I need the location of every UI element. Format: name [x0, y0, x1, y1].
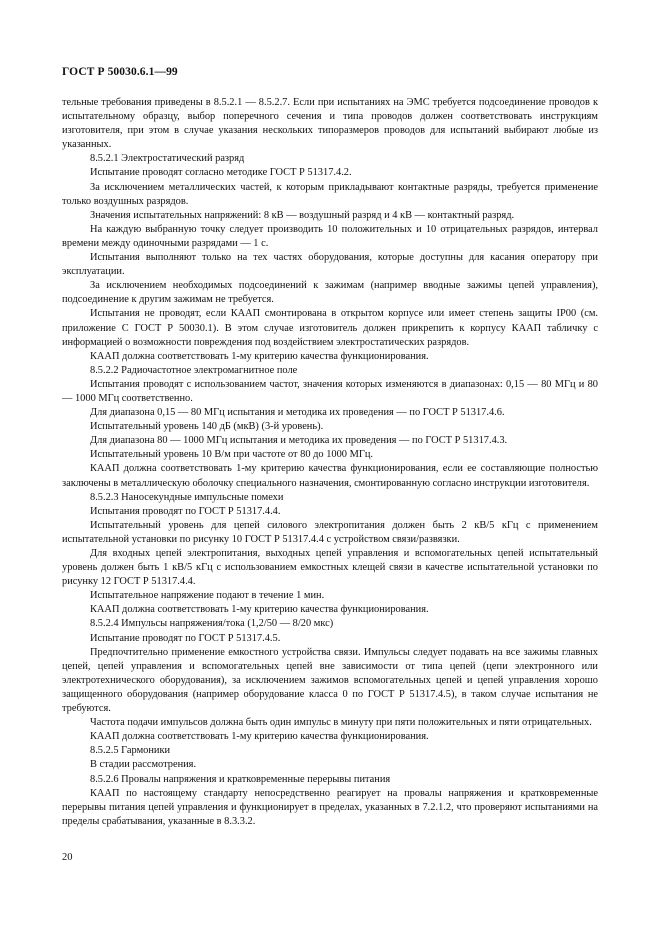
- paragraph: За исключением металлических частей, к которым прикладывают контактные разряды, требуется применение только воздушных разрядов.: [62, 181, 598, 207]
- paragraph: Испытательный уровень для цепей силового электропитания должен быть 2 кВ/5 кГц с применением испытательной установки по рисунку 10 ГОСТ Р 51317.4.4 с устройством связи/развязки.: [62, 519, 598, 545]
- paragraph: Испытательный уровень 10 В/м при частоте от 80 до 1000 МГц.: [90, 449, 373, 461]
- paragraph: В стадии рассмотрения.: [90, 759, 197, 771]
- paragraph: 8.5.2.4 Импульсы напряжения/тока (1,2/50 — 8/20 мкс): [90, 618, 334, 630]
- paragraph: Испытание проводят согласно методике ГОСТ Р 51317.4.2.: [90, 167, 352, 179]
- paragraph: 8.5.2.1 Электростатический разряд: [90, 153, 245, 165]
- paragraph: Для входных цепей электропитания, выходных цепей управления и вспомогательных цепей испытательный уровень должен быть 1 кВ/5 кГц с использованием емкостных клещей связи в качестве испытательной установки по рисунку 12 ГОСТ Р 51317.4.4.: [62, 548, 598, 588]
- paragraph: КААП должна соответствовать 1-му критерию качества функционирования.: [90, 731, 429, 743]
- paragraph: Испытание проводят по ГОСТ Р 51317.4.5.: [90, 632, 281, 644]
- paragraph: КААП по настоящему стандарту непосредственно реагирует на провалы напряжения и кратковременные перерывы питания цепей управления и функционирует в пределах, указанных в 7.2.1.2, что проверяют испытаниями на пределы срабатывания, указанные в 8.3.3.2.: [62, 787, 598, 827]
- paragraph: 8.5.2.5 Гармоники: [90, 745, 171, 757]
- paragraph: Испытательный уровень 140 дБ (мкВ) (3-й уровень).: [90, 421, 324, 433]
- paragraph: Испытания проводят с использованием частот, значения которых изменяются в диапазонах: 0,15 — 80 МГц и 80 — 1000 МГц соответственно.: [62, 378, 598, 404]
- paragraph: тельные требования приведены в 8.5.2.1 — 8.5.2.7. Если при испытаниях на ЭМС требуется подсоединение проводов к испытательному образцу, выбор поперечного сечения и типа проводов должен соответствовать инструкциям изготовителя, при этом в случае указания нескольких типоразмеров проводов для испытаний выбирают любые из указанных.: [62, 97, 598, 151]
- paragraph: Частота подачи импульсов должна быть один импульс в минуту при пяти положительных и пяти отрицательных.: [90, 717, 592, 729]
- paragraph: КААП должна соответствовать 1-му критерию качества функционирования.: [90, 350, 429, 362]
- paragraph: Испытания проводят по ГОСТ Р 51317.4.4.: [90, 505, 281, 517]
- paragraph: КААП должна соответствовать 1-му критерию качества функционирования.: [90, 604, 429, 616]
- paragraph: За исключением необходимых подсоединений к зажимам (например вводные зажимы цепей управления), подсоединение к другим зажимам не требуется.: [62, 280, 598, 306]
- paragraph: На каждую выбранную точку следует производить 10 положительных и 10 отрицательных разрядов, интервал времени между одиночными разрядами — 1 с.: [62, 223, 598, 249]
- page-number: 20: [62, 852, 73, 863]
- paragraph: 8.5.2.3 Наносекундные импульсные помехи: [90, 491, 284, 503]
- paragraph: Испытания выполняют только на тех частях оборудования, которые доступны для касания оператору при эксплуатации.: [62, 252, 598, 278]
- paragraph: Значения испытательных напряжений: 8 кВ — воздушный разряд и 4 кВ — контактный разряд.: [90, 209, 515, 221]
- body-text: [62, 96, 598, 829]
- paragraph: Для диапазона 0,15 — 80 МГц испытания и методика их проведения — по ГОСТ Р 51317.4.6.: [90, 407, 505, 419]
- paragraph: Предпочтительно применение емкостного устройства связи. Импульсы следует подавать на все зажимы главных цепей, цепей управления и вспомогательных цепей вне зависимости от типа цепей (цепи электронного или электротехнического оборудования), за исключением зажимов вспомогательных цепей и цепей управления хорошо защищенного оборудования (например оборудование класса 0 по ГОСТ Р 51317.4.5), в таком случае испытания не требуются.: [62, 646, 598, 715]
- paragraph: Испытательное напряжение подают в течение 1 мин.: [90, 590, 325, 602]
- paragraph: 8.5.2.2 Радиочастотное электромагнитное поле: [90, 364, 298, 376]
- paragraph: КААП должна соответствовать 1-му критерию качества функционирования, если ее составляющие полностью заключены в металлическую оболочку специального назначения, смонтированную согласно инструкции изготовителя.: [62, 463, 598, 489]
- document-header: ГОСТ Р 50030.6.1—99: [62, 66, 178, 78]
- paragraph: Для диапазона 80 — 1000 МГц испытания и методика их проведения — по ГОСТ Р 51317.4.3.: [90, 435, 508, 447]
- paragraph: 8.5.2.6 Провалы напряжения и кратковременные перерывы питания: [90, 773, 391, 785]
- paragraph: Испытания не проводят, если КААП смонтирована в открытом корпусе или имеет степень защиты IP00 (см. приложение С ГОСТ Р 50030.1). В этом случае изготовитель должен прикрепить к корпусу КААП табличку с информацией о возможности повреждения под воздействием электростатических разрядов.: [62, 308, 598, 348]
